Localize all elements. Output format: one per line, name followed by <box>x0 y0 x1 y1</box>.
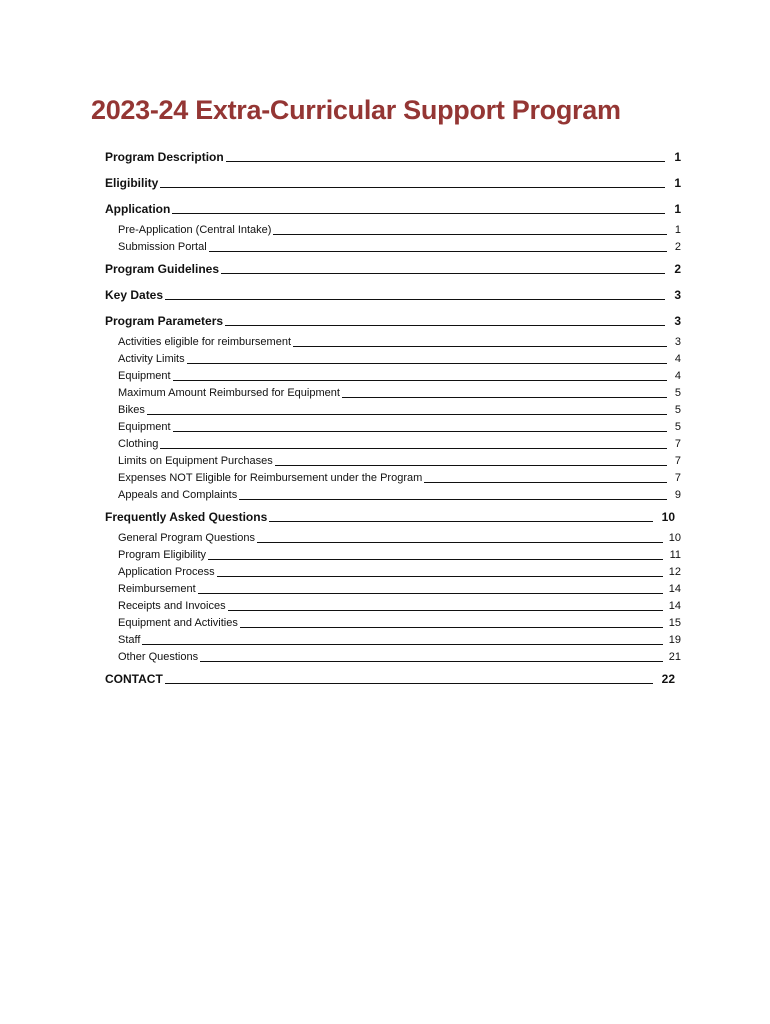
toc-subentry[interactable] <box>118 564 681 581</box>
toc-leader-line <box>198 593 663 594</box>
toc-leader-line <box>217 576 663 577</box>
toc-page-number: 5 <box>674 421 681 433</box>
toc-heading-entry[interactable] <box>105 504 681 530</box>
toc-page-number: 14 <box>668 583 681 595</box>
toc-page-number: 2 <box>674 262 681 276</box>
toc-leader-line <box>221 273 665 274</box>
toc-entry-label: Receipts and Invoices <box>118 600 226 612</box>
toc-heading-entry[interactable] <box>105 308 681 334</box>
toc-heading-entry[interactable] <box>105 282 681 308</box>
toc-leader-line <box>187 363 667 364</box>
toc-subentry[interactable] <box>118 385 681 402</box>
toc-subentry[interactable] <box>118 598 681 615</box>
toc-subentry[interactable] <box>118 632 681 649</box>
toc-page-number: 1 <box>674 176 681 190</box>
toc-subentry[interactable] <box>118 470 681 487</box>
toc-page-number: 9 <box>674 489 681 501</box>
toc-page-number: 7 <box>674 472 681 484</box>
toc-entry-label: Pre-Application (Central Intake) <box>118 224 272 236</box>
toc-page-number: 1 <box>674 150 681 164</box>
toc-page-number: 4 <box>674 353 681 365</box>
document-title: 2023-24 Extra-Curricular Support Program <box>91 95 621 125</box>
toc-subentry[interactable] <box>118 419 681 436</box>
toc-heading-entry[interactable] <box>105 256 681 282</box>
toc-leader-line <box>293 346 667 347</box>
toc-entry-label: Activity Limits <box>118 353 185 365</box>
toc-leader-line <box>165 683 653 684</box>
toc-page-number: 1 <box>674 224 681 236</box>
toc-subentry[interactable] <box>118 615 681 632</box>
toc-page-number: 5 <box>674 387 681 399</box>
toc-heading-entry[interactable] <box>105 666 681 692</box>
toc-entry-label: Submission Portal <box>118 241 207 253</box>
table-of-contents <box>105 144 681 692</box>
toc-entry-label: Key Dates <box>105 288 164 302</box>
toc-leader-line <box>160 187 665 188</box>
toc-entry-label: Clothing <box>118 438 159 450</box>
toc-entry-label: Maximum Amount Reimbursed for Equipment <box>118 387 340 399</box>
toc-entry-label: Eligibility <box>105 176 159 190</box>
toc-leader-line <box>240 627 663 628</box>
toc-subentry[interactable] <box>118 222 681 239</box>
toc-page-number: 3 <box>674 288 681 302</box>
toc-subentry[interactable] <box>118 351 681 368</box>
toc-subentry[interactable] <box>118 453 681 470</box>
toc-entry-label: Program Description <box>105 150 224 164</box>
toc-entry-label: Reimbursement <box>118 583 196 595</box>
toc-subentry[interactable] <box>118 436 681 453</box>
toc-leader-line <box>165 299 665 300</box>
toc-page-number: 1 <box>674 202 681 216</box>
toc-entry-label: Equipment <box>118 370 171 382</box>
toc-page-number: 21 <box>668 651 681 663</box>
toc-page-number: 19 <box>668 634 681 646</box>
toc-leader-line <box>273 234 667 235</box>
toc-page-number: 7 <box>674 438 681 450</box>
toc-entry-label: Appeals and Complaints <box>118 489 238 501</box>
toc-heading-entry[interactable] <box>105 196 681 222</box>
toc-leader-line <box>173 380 667 381</box>
toc-leader-line <box>239 499 667 500</box>
toc-page-number: 15 <box>668 617 681 629</box>
toc-entry-label: Program Eligibility <box>118 549 207 561</box>
toc-leader-line <box>226 161 665 162</box>
toc-page-number: 12 <box>668 566 681 578</box>
toc-page-number: 14 <box>668 600 681 612</box>
toc-subentry[interactable] <box>118 239 681 256</box>
toc-entry-label: Other Questions <box>118 651 199 663</box>
toc-subentry[interactable] <box>118 487 681 504</box>
toc-heading-entry[interactable] <box>105 170 681 196</box>
toc-entry-label: Program Parameters <box>105 314 224 328</box>
toc-subentry[interactable] <box>118 581 681 598</box>
toc-leader-line <box>172 213 665 214</box>
toc-page-number: 3 <box>674 314 681 328</box>
toc-entry-label: Staff <box>118 634 141 646</box>
toc-page-number: 2 <box>674 241 681 253</box>
toc-entry-label: Frequently Asked Questions <box>105 510 268 524</box>
toc-leader-line <box>269 521 653 522</box>
toc-entry-label: Activities eligible for reimbursement <box>118 336 292 348</box>
toc-subentry[interactable] <box>118 368 681 385</box>
toc-page-number: 10 <box>661 510 675 524</box>
toc-leader-line <box>275 465 667 466</box>
toc-page-number: 3 <box>674 336 681 348</box>
toc-leader-line <box>208 559 663 560</box>
toc-subentry[interactable] <box>118 649 681 666</box>
toc-entry-label: General Program Questions <box>118 532 255 544</box>
toc-entry-label: Equipment <box>118 421 171 433</box>
toc-leader-line <box>200 661 663 662</box>
toc-leader-line <box>209 251 667 252</box>
toc-entry-label: Expenses NOT Eligible for Reimbursement under the Program <box>118 472 423 484</box>
toc-entry-label: CONTACT <box>105 672 163 686</box>
toc-page-number: 22 <box>661 672 675 686</box>
toc-page-number: 7 <box>674 455 681 467</box>
toc-leader-line <box>257 542 663 543</box>
toc-subentry[interactable] <box>118 530 681 547</box>
toc-heading-entry[interactable] <box>105 144 681 170</box>
toc-subentry[interactable] <box>118 402 681 419</box>
toc-leader-line <box>424 482 667 483</box>
toc-subentry[interactable] <box>118 547 681 564</box>
toc-leader-line <box>228 610 663 611</box>
toc-page-number: 4 <box>674 370 681 382</box>
toc-leader-line <box>142 644 663 645</box>
toc-leader-line <box>147 414 667 415</box>
toc-entry-label: Program Guidelines <box>105 262 220 276</box>
toc-entry-label: Bikes <box>118 404 145 416</box>
toc-page-number: 11 <box>669 549 681 561</box>
toc-entry-label: Equipment and Activities <box>118 617 238 629</box>
toc-leader-line <box>225 325 665 326</box>
toc-page-number: 5 <box>674 404 681 416</box>
toc-entry-label: Limits on Equipment Purchases <box>118 455 273 467</box>
toc-entry-label: Application <box>105 202 171 216</box>
toc-subentry[interactable] <box>118 334 681 351</box>
toc-leader-line <box>342 397 667 398</box>
toc-page-number: 10 <box>668 532 681 544</box>
toc-leader-line <box>173 431 667 432</box>
toc-leader-line <box>160 448 667 449</box>
toc-entry-label: Application Process <box>118 566 215 578</box>
